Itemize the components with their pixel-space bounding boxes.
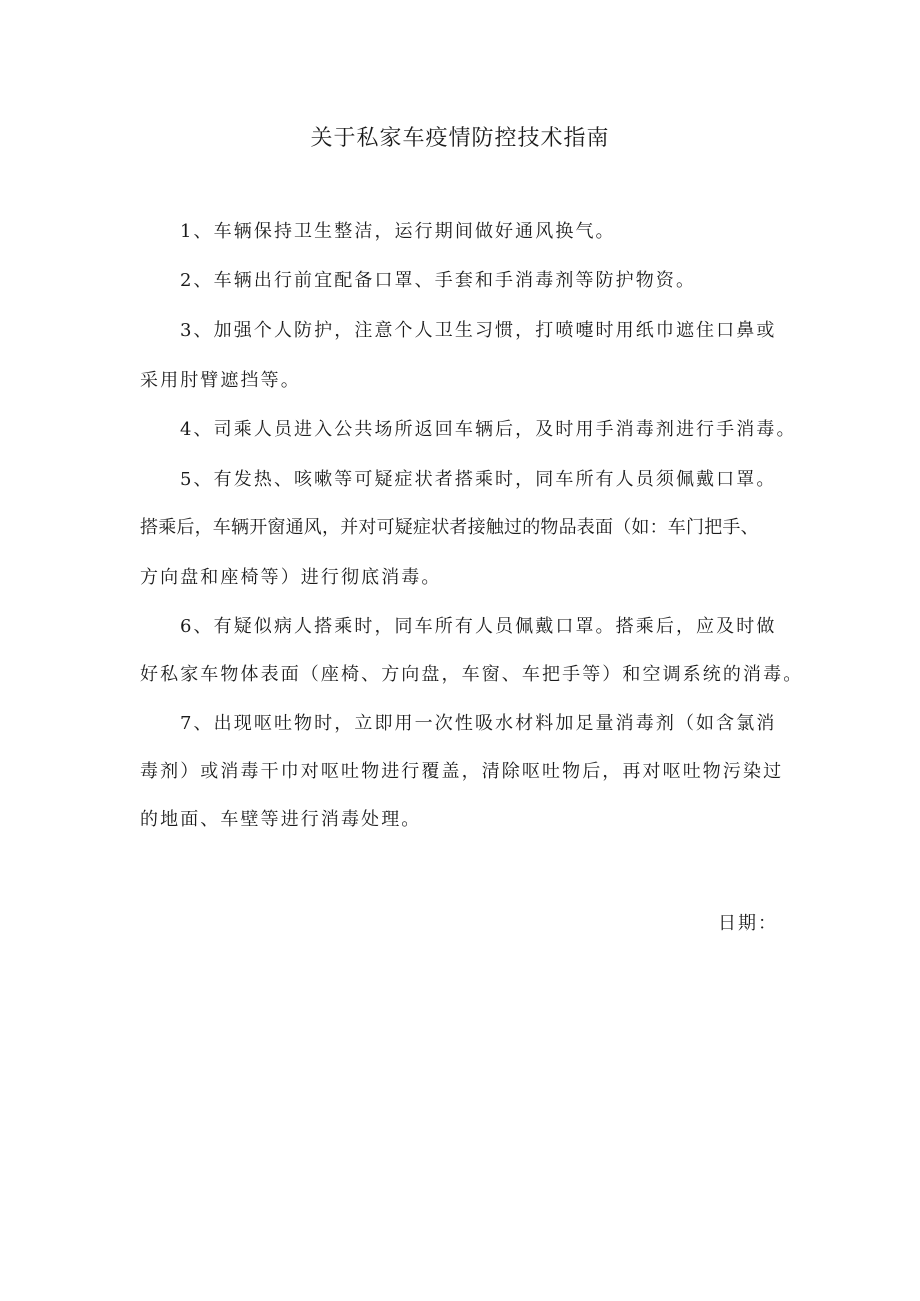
item-6-line-2: 好私家车物体表面（座椅、方向盘，车窗、车把手等）和空调系统的消毒。	[140, 664, 804, 685]
item-7-line-1: 7、出现呕吐物时，立即用一次性吸水材料加足量消毒剂（如含氯消	[180, 713, 777, 734]
item-5-line-2: 搭乘后，车辆开窗通风，并对可疑症状者接触过的物品表面（如：车门把手、	[140, 517, 759, 538]
item-3-line-2: 采用肘臂遮挡等。	[140, 370, 301, 391]
item-3-line-1: 3、加强个人防护，注意个人卫生习惯，打喷嚏时用纸巾遮住口鼻或	[180, 320, 777, 341]
date-label: 日期：	[718, 913, 778, 934]
item-7-line-2: 毒剂）或消毒干巾对呕吐物进行覆盖，清除呕吐物后，再对呕吐物污染过	[140, 761, 784, 782]
item-5-line-1: 5、有发热、咳嗽等可疑症状者搭乘时，同车所有人员须佩戴口罩。	[180, 469, 777, 490]
item-4-line-1: 4、司乘人员进入公共场所返回车辆后，及时用手消毒剂进行手消毒。	[180, 419, 797, 440]
item-1-line-1: 1、车辆保持卫生整洁，运行期间做好通风换气。	[180, 221, 616, 242]
item-2-line-1: 2、车辆出行前宜配备口罩、手套和手消毒剂等防护物资。	[180, 270, 697, 291]
document-title: 关于私家车疫情防控技术指南	[310, 126, 610, 151]
item-6-line-1: 6、有疑似病人搭乘时，同车所有人员佩戴口罩。搭乘后，应及时做	[180, 616, 777, 637]
item-5-line-3: 方向盘和座椅等）进行彻底消毒。	[140, 567, 442, 588]
item-7-line-3: 的地面、车壁等进行消毒处理。	[140, 809, 422, 830]
